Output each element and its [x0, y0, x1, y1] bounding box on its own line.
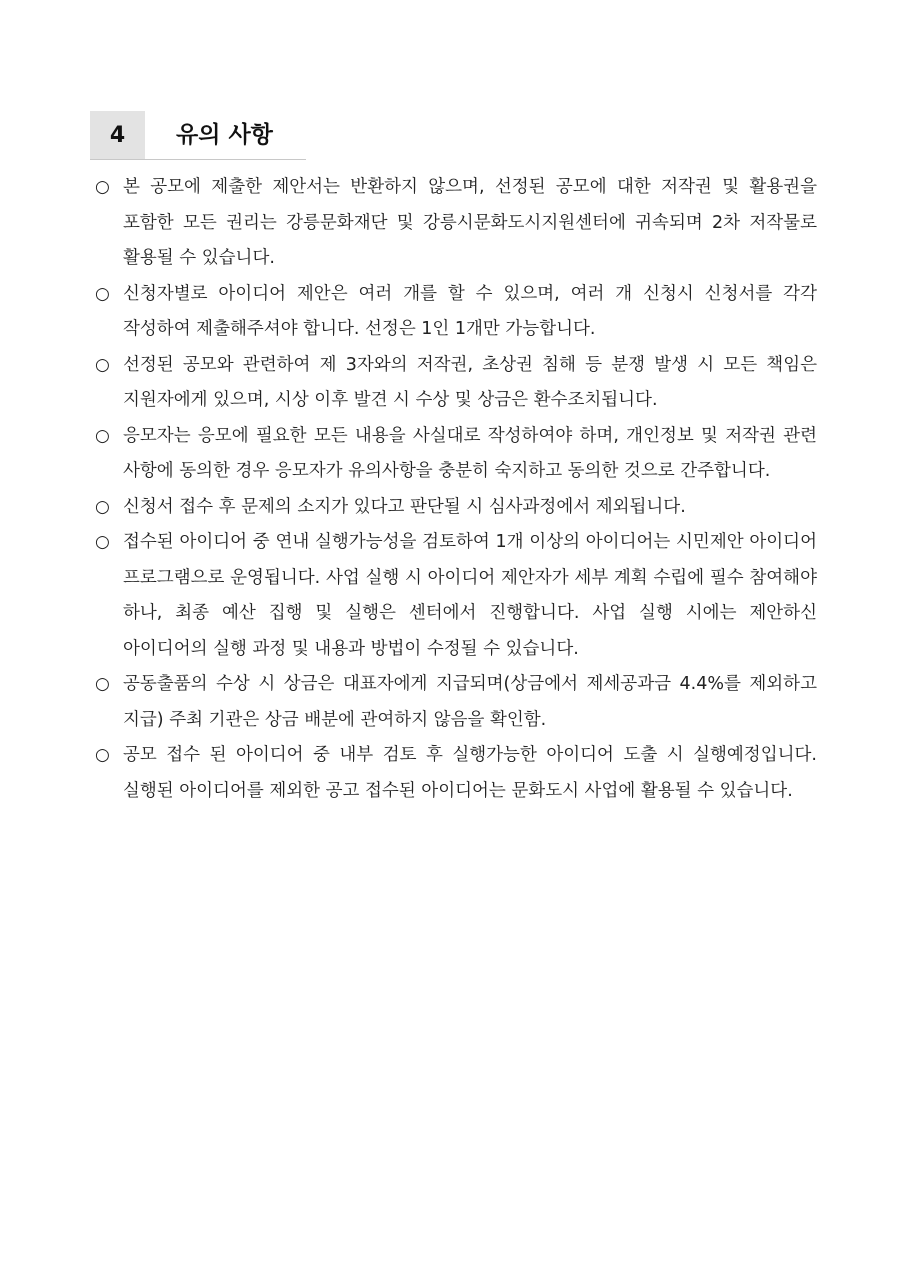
notice-item [95, 738, 817, 809]
notice-item [95, 490, 817, 526]
circle-bullet-icon: ○ [95, 532, 110, 552]
section-title: 유의 사항 [176, 122, 273, 148]
notice-item [95, 419, 817, 490]
notice-text: 접수된 아이디어 중 연내 실행가능성을 검토하여 1개 이상의 아이디어는 시민제안 아이디어 프로그램으로 운영됩니다. 사업 실행 시 아이디어 제안자가 세부 계획 수립에 필수 참여해야 하나, 최종 예산 집행 및 실행은 센터에서 진행합니다. 사업 실행 시에는 제안하신 아이디어의 실행 과정 및 내용과 방법이 수정될 수 있습니다. [123, 532, 817, 659]
notice-list [95, 170, 817, 809]
section-number: 4 [90, 111, 145, 159]
notice-text: 응모자는 응모에 필요한 모든 내용을 사실대로 작성하여야 하며, 개인정보 및 저작권 관련 사항에 동의한 경우 응모자가 유의사항을 충분히 숙지하고 동의한 것으로 간주합니다. [123, 425, 817, 481]
notice-item [95, 525, 817, 667]
notice-text: 신청자별로 아이디어 제안은 여러 개를 할 수 있으며, 여러 개 신청시 신청서를 각각 작성하여 제출해주셔야 합니다. 선정은 1인 1개만 가능합니다. [123, 283, 817, 339]
notice-text: 공모 접수 된 아이디어 중 내부 검토 후 실행가능한 아이디어 도출 시 실행예정입니다. 실행된 아이디어를 제외한 공고 접수된 아이디어는 문화도시 사업에 활용될 수 있습니다. [123, 745, 817, 801]
notice-text: 공동출품의 수상 시 상금은 대표자에게 지급되며(상금에서 제세공과금 4.4%를 제외하고 지급) 주최 기관은 상금 배분에 관여하지 않음을 확인함. [123, 674, 817, 730]
notice-item [95, 667, 817, 738]
notice-item [95, 348, 817, 419]
circle-bullet-icon: ○ [95, 354, 110, 375]
notice-item [95, 277, 817, 348]
circle-bullet-icon: ○ [95, 425, 110, 446]
notice-text: 선정된 공모와 관련하여 제 3자와의 저작권, 초상권 침해 등 분쟁 발생 시 모든 책임은 지원자에게 있으며, 시상 이후 발견 시 수상 및 상금은 환수조치됩니다. [123, 354, 817, 410]
circle-bullet-icon: ○ [95, 177, 110, 197]
notice-item [95, 170, 817, 277]
section-header [90, 111, 306, 160]
circle-bullet-icon: ○ [95, 283, 110, 304]
circle-bullet-icon: ○ [95, 496, 110, 517]
notice-text: 신청서 접수 후 문제의 소지가 있다고 판단될 시 심사과정에서 제외됩니다. [123, 496, 686, 517]
circle-bullet-icon: ○ [95, 674, 110, 694]
notice-text: 본 공모에 제출한 제안서는 반환하지 않으며, 선정된 공모에 대한 저작권 및 활용권을 포함한 모든 권리는 강릉문화재단 및 강릉시문화도시지원센터에 귀속되며 2차 저작물로 활용될 수 있습니다. [123, 177, 817, 268]
circle-bullet-icon: ○ [95, 745, 110, 765]
